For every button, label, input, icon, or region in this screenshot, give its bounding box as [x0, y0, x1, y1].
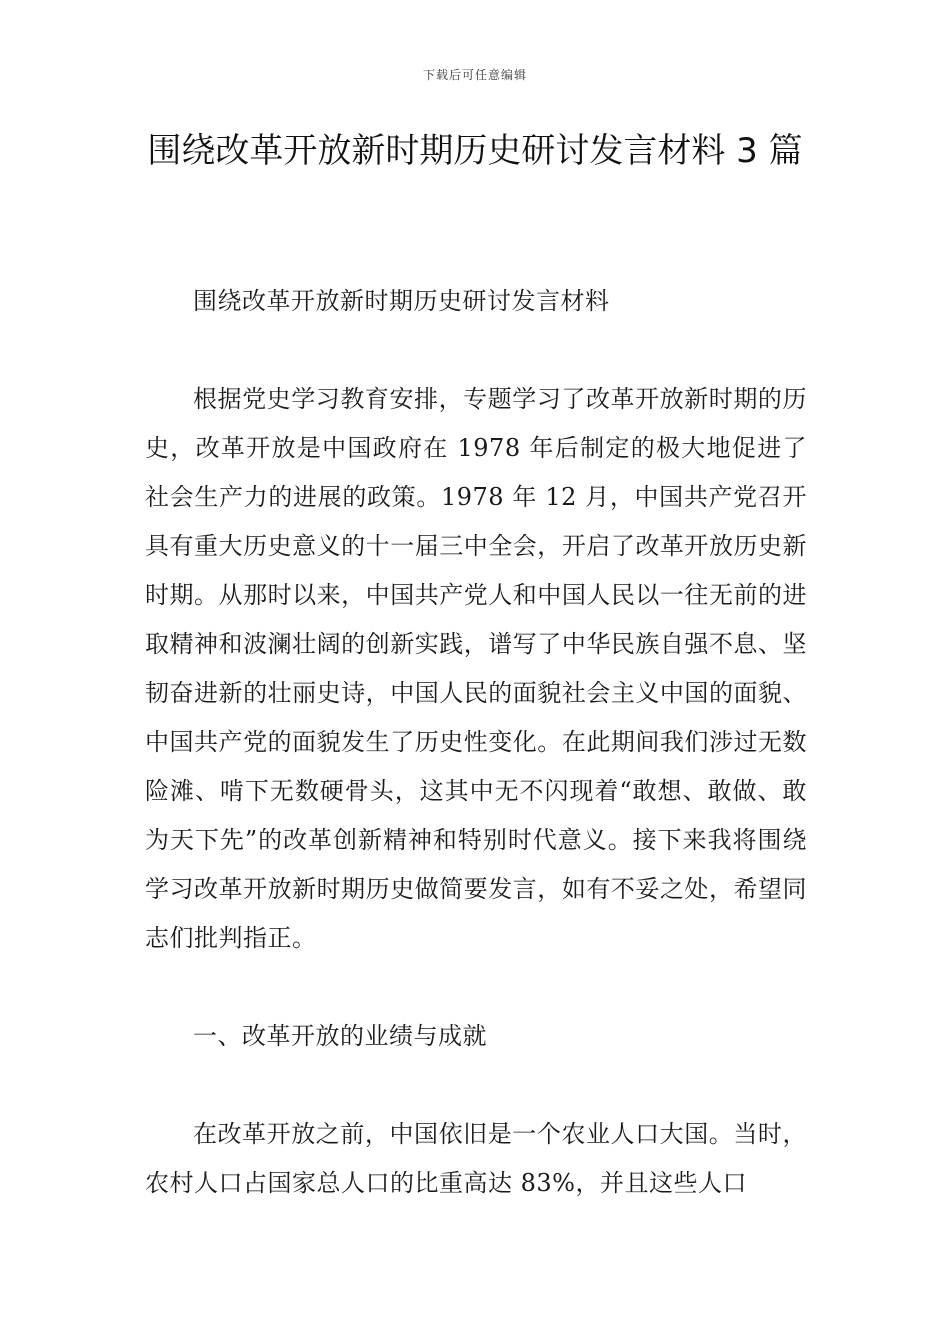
paragraph-gap: [145, 326, 807, 375]
document-title: 围绕改革开放新时期历史研讨发言材料 3 篇: [147, 131, 803, 171]
document-body: [145, 277, 807, 1208]
section-paragraph: 在改革开放之前，中国依旧是一个农业人口大国。当时，农村人口占国家总人口的比重高达 83%，并且这些人口: [145, 1120, 807, 1197]
intro-paragraph: 根据党史学习教育安排，专题学习了改革开放新时期的历史，改革开放是中国政府在 1978 年后制定的极大地促进了社会生产力的进展的政策。1978 年 12 月，中国共产党召开具有重大历史意义的十一届三中全会，开启了改革开放历史新时期。从那时以来，中国共产党人和中国人民以一往无前的进取精神和波澜壮阔的创新实践，谱写了中华民族自强不息、坚韧奋进新的壮丽史诗，中国人民的面貌社会主义中国的面貌、中国共产党的面貌发生了历史性变化。在此期间我们涉过无数险滩、啃下无数硬骨头，这其中无不闪现着“敢想、敢做、敢为天下先”的改革创新精神和特别时代意义。接下来我将围绕学习改革开放新时期历史做简要发言，如有不妥之处，希望同志们批判指正。: [145, 385, 807, 952]
paragraph-gap: [145, 963, 807, 1012]
header-note: 下载后可任意编辑: [422, 68, 527, 82]
paragraph-gap: [145, 1061, 807, 1110]
document-subtitle: 围绕改革开放新时期历史研讨发言材料: [193, 287, 610, 315]
section-heading: 一、改革开放的业绩与成就: [193, 1022, 487, 1050]
